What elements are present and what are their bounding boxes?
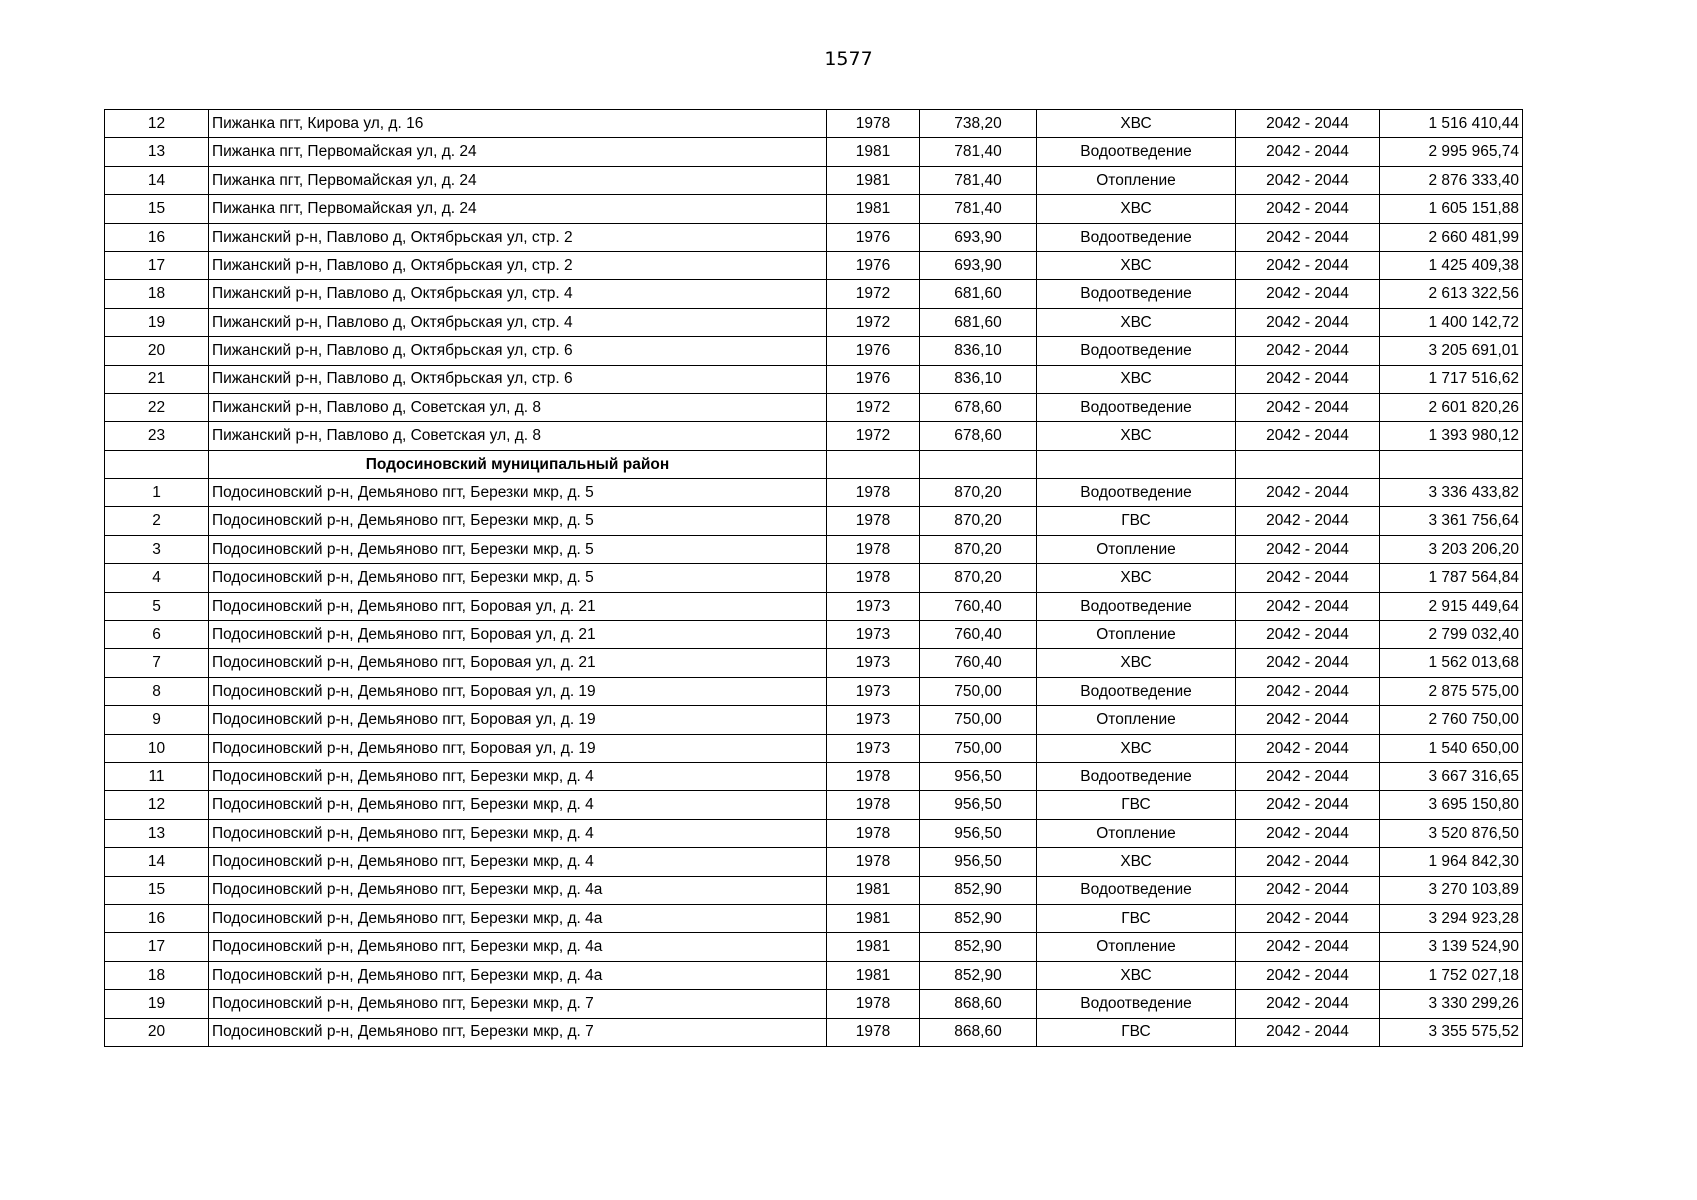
build-year-cell: 1973 bbox=[827, 677, 920, 705]
repair-period-cell: 2042 - 2044 bbox=[1236, 365, 1380, 393]
address-cell: Подосиновский р-н, Демьяново пгт, Березки мкр, д. 4 bbox=[209, 819, 827, 847]
table-row bbox=[105, 479, 1523, 507]
cost-cell: 1 562 013,68 bbox=[1380, 649, 1523, 677]
address-cell: Пижанка пгт, Первомайская ул, д. 24 bbox=[209, 166, 827, 194]
address-cell: Подосиновский р-н, Демьяново пгт, Березки мкр, д. 4а bbox=[209, 904, 827, 932]
service-type-cell: Водоотведение bbox=[1037, 592, 1236, 620]
table-row bbox=[105, 507, 1523, 535]
table-row bbox=[105, 365, 1523, 393]
service-type-cell: Отопление bbox=[1037, 933, 1236, 961]
row-number-cell: 17 bbox=[105, 251, 209, 279]
table-row bbox=[105, 564, 1523, 592]
build-year-cell: 1978 bbox=[827, 990, 920, 1018]
table-row bbox=[105, 734, 1523, 762]
area-cell: 738,20 bbox=[920, 110, 1037, 138]
build-year-cell: 1973 bbox=[827, 649, 920, 677]
build-year-cell: 1972 bbox=[827, 308, 920, 336]
row-number-cell: 14 bbox=[105, 848, 209, 876]
area-cell: 956,50 bbox=[920, 791, 1037, 819]
service-type-cell bbox=[1037, 450, 1236, 478]
build-year-cell: 1972 bbox=[827, 422, 920, 450]
area-cell: 681,60 bbox=[920, 280, 1037, 308]
address-cell: Подосиновский р-н, Демьяново пгт, Березки мкр, д. 5 bbox=[209, 535, 827, 563]
service-type-cell: Водоотведение bbox=[1037, 876, 1236, 904]
cost-cell: 1 400 142,72 bbox=[1380, 308, 1523, 336]
repair-period-cell: 2042 - 2044 bbox=[1236, 961, 1380, 989]
service-type-cell: ХВС bbox=[1037, 422, 1236, 450]
cost-cell: 2 660 481,99 bbox=[1380, 223, 1523, 251]
cost-cell: 2 876 333,40 bbox=[1380, 166, 1523, 194]
address-cell: Пижанский р-н, Павлово д, Советская ул, д. 8 bbox=[209, 393, 827, 421]
area-cell: 852,90 bbox=[920, 904, 1037, 932]
cost-cell: 3 336 433,82 bbox=[1380, 479, 1523, 507]
build-year-cell: 1972 bbox=[827, 280, 920, 308]
area-cell: 956,50 bbox=[920, 762, 1037, 790]
row-number-cell: 18 bbox=[105, 961, 209, 989]
cost-cell: 2 760 750,00 bbox=[1380, 706, 1523, 734]
row-number-cell: 14 bbox=[105, 166, 209, 194]
row-number-cell: 13 bbox=[105, 819, 209, 847]
repair-period-cell: 2042 - 2044 bbox=[1236, 280, 1380, 308]
build-year-cell: 1978 bbox=[827, 848, 920, 876]
table-row bbox=[105, 819, 1523, 847]
build-year-cell: 1972 bbox=[827, 393, 920, 421]
row-number-cell: 8 bbox=[105, 677, 209, 705]
service-type-cell: Отопление bbox=[1037, 166, 1236, 194]
area-cell: 836,10 bbox=[920, 337, 1037, 365]
cost-cell: 1 964 842,30 bbox=[1380, 848, 1523, 876]
service-type-cell: Водоотведение bbox=[1037, 280, 1236, 308]
table-row bbox=[105, 677, 1523, 705]
build-year-cell: 1978 bbox=[827, 110, 920, 138]
repair-period-cell bbox=[1236, 450, 1380, 478]
area-cell: 956,50 bbox=[920, 848, 1037, 876]
table-row bbox=[105, 706, 1523, 734]
row-number-cell: 13 bbox=[105, 138, 209, 166]
table-row bbox=[105, 251, 1523, 279]
area-cell: 678,60 bbox=[920, 393, 1037, 421]
table-row bbox=[105, 422, 1523, 450]
repair-period-cell: 2042 - 2044 bbox=[1236, 904, 1380, 932]
cost-cell: 2 613 322,56 bbox=[1380, 280, 1523, 308]
cost-cell: 1 393 980,12 bbox=[1380, 422, 1523, 450]
repair-period-cell: 2042 - 2044 bbox=[1236, 791, 1380, 819]
row-number-cell: 7 bbox=[105, 649, 209, 677]
area-cell bbox=[920, 450, 1037, 478]
repair-period-cell: 2042 - 2044 bbox=[1236, 393, 1380, 421]
row-number-cell: 12 bbox=[105, 791, 209, 819]
repair-period-cell: 2042 - 2044 bbox=[1236, 110, 1380, 138]
address-cell: Подосиновский р-н, Демьяново пгт, Боровая ул, д. 19 bbox=[209, 706, 827, 734]
service-type-cell: ГВС bbox=[1037, 791, 1236, 819]
build-year-cell: 1981 bbox=[827, 166, 920, 194]
cost-cell: 3 270 103,89 bbox=[1380, 876, 1523, 904]
repair-period-cell: 2042 - 2044 bbox=[1236, 621, 1380, 649]
repair-period-cell: 2042 - 2044 bbox=[1236, 195, 1380, 223]
row-number-cell: 1 bbox=[105, 479, 209, 507]
repair-period-cell: 2042 - 2044 bbox=[1236, 1018, 1380, 1046]
address-cell: Пижанка пгт, Первомайская ул, д. 24 bbox=[209, 138, 827, 166]
repair-period-cell: 2042 - 2044 bbox=[1236, 734, 1380, 762]
cost-cell: 3 520 876,50 bbox=[1380, 819, 1523, 847]
cost-cell: 2 601 820,26 bbox=[1380, 393, 1523, 421]
table-row bbox=[105, 280, 1523, 308]
build-year-cell: 1981 bbox=[827, 138, 920, 166]
repair-period-cell: 2042 - 2044 bbox=[1236, 337, 1380, 365]
cost-cell: 2 875 575,00 bbox=[1380, 677, 1523, 705]
row-number-cell: 18 bbox=[105, 280, 209, 308]
repair-period-cell: 2042 - 2044 bbox=[1236, 308, 1380, 336]
build-year-cell: 1981 bbox=[827, 876, 920, 904]
repair-period-cell: 2042 - 2044 bbox=[1236, 166, 1380, 194]
table-row bbox=[105, 138, 1523, 166]
service-type-cell: ХВС bbox=[1037, 848, 1236, 876]
build-year-cell: 1981 bbox=[827, 933, 920, 961]
row-number-cell: 5 bbox=[105, 592, 209, 620]
build-year-cell: 1978 bbox=[827, 479, 920, 507]
table-row bbox=[105, 990, 1523, 1018]
build-year-cell: 1976 bbox=[827, 223, 920, 251]
repair-period-cell: 2042 - 2044 bbox=[1236, 706, 1380, 734]
row-number-cell: 16 bbox=[105, 223, 209, 251]
service-type-cell: Водоотведение bbox=[1037, 223, 1236, 251]
repair-period-cell: 2042 - 2044 bbox=[1236, 422, 1380, 450]
area-cell: 781,40 bbox=[920, 166, 1037, 194]
address-cell: Подосиновский р-н, Демьяново пгт, Березки мкр, д. 4а bbox=[209, 961, 827, 989]
address-cell: Пижанка пгт, Первомайская ул, д. 24 bbox=[209, 195, 827, 223]
service-type-cell: ГВС bbox=[1037, 507, 1236, 535]
repair-period-cell: 2042 - 2044 bbox=[1236, 819, 1380, 847]
cost-cell: 2 915 449,64 bbox=[1380, 592, 1523, 620]
table-row bbox=[105, 592, 1523, 620]
service-type-cell: ГВС bbox=[1037, 904, 1236, 932]
repair-period-cell: 2042 - 2044 bbox=[1236, 251, 1380, 279]
service-type-cell: ХВС bbox=[1037, 251, 1236, 279]
repair-period-cell: 2042 - 2044 bbox=[1236, 535, 1380, 563]
table-row bbox=[105, 535, 1523, 563]
area-cell: 760,40 bbox=[920, 649, 1037, 677]
build-year-cell: 1976 bbox=[827, 337, 920, 365]
service-type-cell: Водоотведение bbox=[1037, 393, 1236, 421]
service-type-cell: Водоотведение bbox=[1037, 479, 1236, 507]
cost-cell: 3 294 923,28 bbox=[1380, 904, 1523, 932]
area-cell: 852,90 bbox=[920, 933, 1037, 961]
build-year-cell: 1976 bbox=[827, 365, 920, 393]
build-year-cell: 1978 bbox=[827, 507, 920, 535]
row-number-cell: 21 bbox=[105, 365, 209, 393]
area-cell: 870,20 bbox=[920, 535, 1037, 563]
table-row bbox=[105, 1018, 1523, 1046]
address-cell: Подосиновский р-н, Демьяново пгт, Боровая ул, д. 19 bbox=[209, 677, 827, 705]
area-cell: 868,60 bbox=[920, 1018, 1037, 1046]
table-row bbox=[105, 393, 1523, 421]
service-type-cell: ХВС bbox=[1037, 649, 1236, 677]
area-cell: 781,40 bbox=[920, 195, 1037, 223]
row-number-cell: 4 bbox=[105, 564, 209, 592]
area-cell: 870,20 bbox=[920, 479, 1037, 507]
address-cell: Пижанский р-н, Павлово д, Советская ул, д. 8 bbox=[209, 422, 827, 450]
cost-cell: 1 516 410,44 bbox=[1380, 110, 1523, 138]
row-number-cell: 19 bbox=[105, 990, 209, 1018]
area-cell: 852,90 bbox=[920, 961, 1037, 989]
table-row bbox=[105, 791, 1523, 819]
area-cell: 678,60 bbox=[920, 422, 1037, 450]
address-cell: Подосиновский р-н, Демьяново пгт, Березки мкр, д. 7 bbox=[209, 1018, 827, 1046]
row-number-cell: 16 bbox=[105, 904, 209, 932]
area-cell: 681,60 bbox=[920, 308, 1037, 336]
row-number-cell: 15 bbox=[105, 195, 209, 223]
area-cell: 836,10 bbox=[920, 365, 1037, 393]
area-cell: 750,00 bbox=[920, 734, 1037, 762]
build-year-cell: 1978 bbox=[827, 791, 920, 819]
table-row bbox=[105, 110, 1523, 138]
table-row bbox=[105, 933, 1523, 961]
build-year-cell: 1978 bbox=[827, 819, 920, 847]
address-cell: Подосиновский р-н, Демьяново пгт, Березки мкр, д. 4 bbox=[209, 848, 827, 876]
address-cell: Подосиновский р-н, Демьяново пгт, Боровая ул, д. 19 bbox=[209, 734, 827, 762]
row-number-cell: 20 bbox=[105, 337, 209, 365]
row-number-cell: 6 bbox=[105, 621, 209, 649]
table-row bbox=[105, 308, 1523, 336]
cost-cell: 3 695 150,80 bbox=[1380, 791, 1523, 819]
address-cell: Пижанский р-н, Павлово д, Октябрьская ул, стр. 6 bbox=[209, 365, 827, 393]
service-type-cell: ХВС bbox=[1037, 365, 1236, 393]
build-year-cell: 1978 bbox=[827, 762, 920, 790]
address-cell: Пижанский р-н, Павлово д, Октябрьская ул, стр. 2 bbox=[209, 251, 827, 279]
cost-cell: 1 540 650,00 bbox=[1380, 734, 1523, 762]
service-type-cell: Водоотведение bbox=[1037, 990, 1236, 1018]
repair-period-cell: 2042 - 2044 bbox=[1236, 564, 1380, 592]
service-type-cell: Водоотведение bbox=[1037, 337, 1236, 365]
build-year-cell: 1973 bbox=[827, 592, 920, 620]
address-cell: Подосиновский р-н, Демьяново пгт, Березки мкр, д. 5 bbox=[209, 479, 827, 507]
build-year-cell: 1976 bbox=[827, 251, 920, 279]
service-type-cell: ХВС bbox=[1037, 564, 1236, 592]
area-cell: 870,20 bbox=[920, 564, 1037, 592]
table-row bbox=[105, 195, 1523, 223]
address-cell: Пижанский р-н, Павлово д, Октябрьская ул, стр. 4 bbox=[209, 308, 827, 336]
row-number-cell: 19 bbox=[105, 308, 209, 336]
build-year-cell bbox=[827, 450, 920, 478]
service-type-cell: ГВС bbox=[1037, 1018, 1236, 1046]
row-number-cell: 15 bbox=[105, 876, 209, 904]
area-cell: 750,00 bbox=[920, 677, 1037, 705]
row-number-cell: 17 bbox=[105, 933, 209, 961]
address-cell: Пижанский р-н, Павлово д, Октябрьская ул, стр. 4 bbox=[209, 280, 827, 308]
table-row bbox=[105, 223, 1523, 251]
service-type-cell: ХВС bbox=[1037, 110, 1236, 138]
cost-cell: 2 995 965,74 bbox=[1380, 138, 1523, 166]
build-year-cell: 1978 bbox=[827, 564, 920, 592]
row-number-cell: 23 bbox=[105, 422, 209, 450]
repair-period-cell: 2042 - 2044 bbox=[1236, 592, 1380, 620]
table-row bbox=[105, 876, 1523, 904]
cost-cell: 3 330 299,26 bbox=[1380, 990, 1523, 1018]
row-number-cell: 22 bbox=[105, 393, 209, 421]
cost-cell: 1 717 516,62 bbox=[1380, 365, 1523, 393]
repair-period-cell: 2042 - 2044 bbox=[1236, 223, 1380, 251]
address-cell: Подосиновский р-н, Демьяново пгт, Боровая ул, д. 21 bbox=[209, 649, 827, 677]
cost-cell: 1 752 027,18 bbox=[1380, 961, 1523, 989]
row-number-cell: 20 bbox=[105, 1018, 209, 1046]
service-type-cell: ХВС bbox=[1037, 195, 1236, 223]
section-header-row bbox=[105, 450, 1523, 478]
table-row bbox=[105, 649, 1523, 677]
table-body bbox=[105, 110, 1523, 1047]
cost-cell: 2 799 032,40 bbox=[1380, 621, 1523, 649]
service-type-cell: ХВС bbox=[1037, 961, 1236, 989]
cost-cell: 1 425 409,38 bbox=[1380, 251, 1523, 279]
address-cell: Подосиновский р-н, Демьяново пгт, Березки мкр, д. 4 bbox=[209, 762, 827, 790]
page-number: 1577 bbox=[824, 48, 873, 70]
service-type-cell: Водоотведение bbox=[1037, 138, 1236, 166]
cost-cell: 3 355 575,52 bbox=[1380, 1018, 1523, 1046]
table-row bbox=[105, 166, 1523, 194]
cost-cell: 1 787 564,84 bbox=[1380, 564, 1523, 592]
build-year-cell: 1981 bbox=[827, 195, 920, 223]
service-type-cell: Отопление bbox=[1037, 706, 1236, 734]
cost-cell bbox=[1380, 450, 1523, 478]
address-cell: Подосиновский р-н, Демьяново пгт, Березки мкр, д. 7 bbox=[209, 990, 827, 1018]
service-type-cell: Водоотведение bbox=[1037, 677, 1236, 705]
repair-period-cell: 2042 - 2044 bbox=[1236, 933, 1380, 961]
area-cell: 693,90 bbox=[920, 223, 1037, 251]
service-type-cell: Отопление bbox=[1037, 535, 1236, 563]
table-row bbox=[105, 848, 1523, 876]
row-number-cell: 10 bbox=[105, 734, 209, 762]
address-cell: Подосиновский р-н, Демьяново пгт, Березки мкр, д. 4 bbox=[209, 791, 827, 819]
address-cell: Пижанский р-н, Павлово д, Октябрьская ул, стр. 6 bbox=[209, 337, 827, 365]
service-type-cell: Отопление bbox=[1037, 621, 1236, 649]
row-number-cell: 3 bbox=[105, 535, 209, 563]
build-year-cell: 1973 bbox=[827, 621, 920, 649]
repair-period-cell: 2042 - 2044 bbox=[1236, 990, 1380, 1018]
row-number-cell: 2 bbox=[105, 507, 209, 535]
address-cell: Пижанский р-н, Павлово д, Октябрьская ул, стр. 2 bbox=[209, 223, 827, 251]
table-row bbox=[105, 904, 1523, 932]
repair-period-cell: 2042 - 2044 bbox=[1236, 876, 1380, 904]
repair-period-cell: 2042 - 2044 bbox=[1236, 848, 1380, 876]
cost-cell: 3 139 524,90 bbox=[1380, 933, 1523, 961]
build-year-cell: 1973 bbox=[827, 706, 920, 734]
repair-period-cell: 2042 - 2044 bbox=[1236, 507, 1380, 535]
cost-cell: 3 667 316,65 bbox=[1380, 762, 1523, 790]
repair-period-cell: 2042 - 2044 bbox=[1236, 479, 1380, 507]
address-cell: Подосиновский р-н, Демьяново пгт, Березки мкр, д. 4а bbox=[209, 933, 827, 961]
build-year-cell: 1978 bbox=[827, 535, 920, 563]
address-cell: Подосиновский р-н, Демьяново пгт, Березки мкр, д. 4а bbox=[209, 876, 827, 904]
service-type-cell: ХВС bbox=[1037, 734, 1236, 762]
area-cell: 956,50 bbox=[920, 819, 1037, 847]
row-number-cell bbox=[105, 450, 209, 478]
build-year-cell: 1973 bbox=[827, 734, 920, 762]
cost-cell: 3 203 206,20 bbox=[1380, 535, 1523, 563]
address-cell: Пижанка пгт, Кирова ул, д. 16 bbox=[209, 110, 827, 138]
area-cell: 868,60 bbox=[920, 990, 1037, 1018]
row-number-cell: 12 bbox=[105, 110, 209, 138]
area-cell: 781,40 bbox=[920, 138, 1037, 166]
table-row bbox=[105, 337, 1523, 365]
service-type-cell: Водоотведение bbox=[1037, 762, 1236, 790]
row-number-cell: 11 bbox=[105, 762, 209, 790]
table-row bbox=[105, 621, 1523, 649]
area-cell: 750,00 bbox=[920, 706, 1037, 734]
cost-cell: 3 361 756,64 bbox=[1380, 507, 1523, 535]
repair-period-cell: 2042 - 2044 bbox=[1236, 649, 1380, 677]
service-type-cell: Отопление bbox=[1037, 819, 1236, 847]
address-cell: Подосиновский р-н, Демьяново пгт, Березки мкр, д. 5 bbox=[209, 507, 827, 535]
area-cell: 760,40 bbox=[920, 592, 1037, 620]
build-year-cell: 1978 bbox=[827, 1018, 920, 1046]
repair-schedule-table bbox=[104, 109, 1523, 1047]
row-number-cell: 9 bbox=[105, 706, 209, 734]
section-title: Подосиновский муниципальный район bbox=[209, 450, 827, 478]
table-row bbox=[105, 961, 1523, 989]
repair-period-cell: 2042 - 2044 bbox=[1236, 677, 1380, 705]
area-cell: 870,20 bbox=[920, 507, 1037, 535]
repair-period-cell: 2042 - 2044 bbox=[1236, 762, 1380, 790]
build-year-cell: 1981 bbox=[827, 961, 920, 989]
address-cell: Подосиновский р-н, Демьяново пгт, Боровая ул, д. 21 bbox=[209, 592, 827, 620]
table-row bbox=[105, 762, 1523, 790]
area-cell: 693,90 bbox=[920, 251, 1037, 279]
address-cell: Подосиновский р-н, Демьяново пгт, Боровая ул, д. 21 bbox=[209, 621, 827, 649]
build-year-cell: 1981 bbox=[827, 904, 920, 932]
area-cell: 852,90 bbox=[920, 876, 1037, 904]
service-type-cell: ХВС bbox=[1037, 308, 1236, 336]
address-cell: Подосиновский р-н, Демьяново пгт, Березки мкр, д. 5 bbox=[209, 564, 827, 592]
repair-period-cell: 2042 - 2044 bbox=[1236, 138, 1380, 166]
cost-cell: 3 205 691,01 bbox=[1380, 337, 1523, 365]
cost-cell: 1 605 151,88 bbox=[1380, 195, 1523, 223]
area-cell: 760,40 bbox=[920, 621, 1037, 649]
